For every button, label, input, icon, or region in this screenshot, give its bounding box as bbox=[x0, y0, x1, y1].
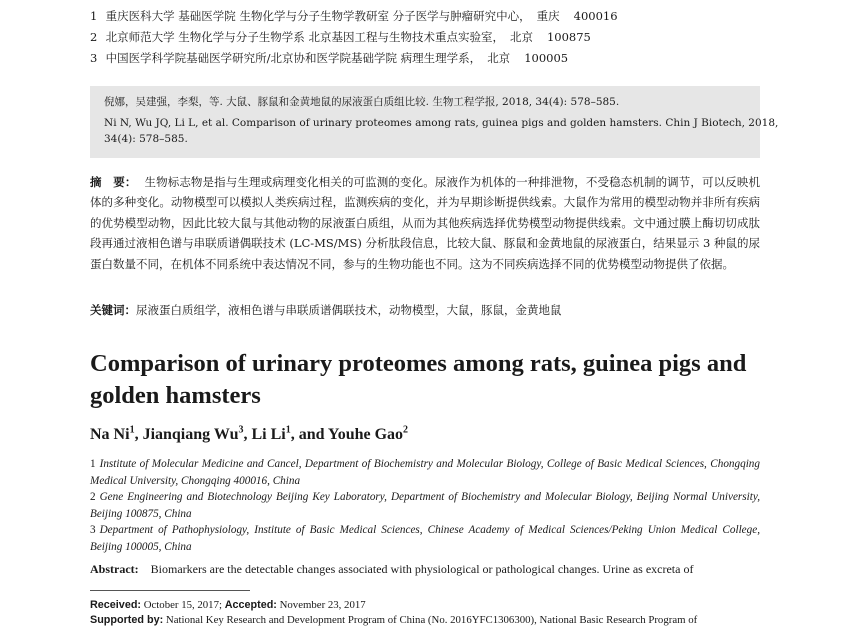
affiliation-number: 1 bbox=[90, 9, 98, 23]
supported-label: Supported by: bbox=[90, 614, 164, 626]
footnote-funding bbox=[90, 613, 760, 627]
affiliation-zip: 100875 bbox=[546, 30, 591, 44]
author-affiliation-mark: 3 bbox=[238, 424, 244, 436]
affiliation-cn-3 bbox=[90, 50, 568, 66]
author-name: Youhe Gao bbox=[327, 426, 404, 443]
affiliation-text: 北京师范大学 生物化学与分子生物学系 北京基因工程与生物技术重点实验室， bbox=[105, 30, 504, 44]
abstract-cn-text: 生物标志物是指与生理或病理变化相关的可监测的变化。尿液作为机体的一种排泄物，不受稳态机制的调节，可以反映机体的多种变化。动物模型可以模拟人类疾病过程，监测疾病的变化，并为早期诊断提供线索。大鼠作为常用的模型动物并非所有疾病的优势模型动物，因此比较大鼠与其他动物的尿液蛋白质组，从而为其他疾病选择优势模型动物提供线索。文中通过膜上酶切切成肽段再通过液相色谱与串联质谱偶联技术 (LC-MS/MS) 分析肽段信息，比较大鼠、豚鼠和金黄地鼠的尿液蛋白，结果显示 3 种鼠的尿蛋白数量不同，在机体不同系统中表达情况不同，参与的生物功能也不同。这为不同疾病选择不同的优势模型动物提供了依据。 bbox=[90, 175, 760, 271]
received-date: October 15, 2017; bbox=[143, 599, 222, 611]
affiliation-number: 2 bbox=[90, 30, 98, 44]
citation-en-line-2: 34(4): 578–585. bbox=[104, 133, 188, 145]
affiliation-text: Department of Pathophysiology, Institute of Basic Medical Sciences, Chinese Academy of Medical Sciences/Peking Union Medical College, Beijing 100005, China bbox=[90, 524, 760, 553]
citation-cn: 倪娜，吴建强，李梨，等. 大鼠、豚鼠和金黄地鼠的尿液蛋白质组比较. 生物工程学报, 2018, 34(4): 578–585. bbox=[104, 96, 620, 108]
keywords-cn bbox=[90, 301, 562, 319]
footnote-divider bbox=[90, 590, 250, 591]
affiliation-text: Gene Engineering and Biotechnology Beijing Key Laboratory, Department of Biochemistry and Molecular Biology, Beijing Normal University, Beijing 100875, China bbox=[90, 491, 760, 520]
supported-text: National Key Research and Development Program of China (No. 2016YFC1306300), National Basic Research Program of bbox=[165, 614, 698, 626]
keywords-cn-text: 尿液蛋白质组学，液相色谱与串联质谱偶联技术，动物模型，大鼠，豚鼠，金黄地鼠 bbox=[136, 303, 562, 317]
accepted-label: Accepted: bbox=[224, 599, 277, 611]
affiliation-zip: 400016 bbox=[573, 9, 618, 23]
affiliation-city: 重庆 bbox=[536, 9, 560, 23]
author-name: Li Li bbox=[251, 426, 286, 443]
abstract-en-label: Abstract: bbox=[90, 562, 139, 576]
author-affiliation-mark: 1 bbox=[129, 424, 135, 436]
received-label: Received: bbox=[90, 599, 142, 611]
paper-title: Comparison of urinary proteomes among rats, guinea pigs and golden hamsters bbox=[90, 350, 747, 409]
affiliation-city: 北京 bbox=[487, 51, 511, 65]
citation-box bbox=[90, 86, 779, 158]
footnote-dates bbox=[90, 598, 760, 612]
affiliation-text: 重庆医科大学 基础医学院 生物化学与分子生物学教研室 分子医学与肿瘤研究中心， bbox=[105, 9, 531, 23]
abstract-cn bbox=[90, 172, 760, 274]
accepted-date: November 23, 2017 bbox=[279, 599, 366, 611]
keywords-cn-label: 关键词： bbox=[90, 303, 136, 317]
affiliation-number: 3 bbox=[90, 51, 98, 65]
affiliation-number: 3 bbox=[90, 524, 96, 536]
abstract-en bbox=[90, 561, 760, 577]
author-affiliation-mark: 2 bbox=[403, 424, 409, 436]
affiliation-text: 中国医学科学院基础医学研究所/北京协和医学院基础学院 病理生理学系， bbox=[105, 51, 482, 65]
citation-en-line-1: Ni N, Wu JQ, Li L, et al. Comparison of urinary proteomes among rats, guinea pigs and golden hamsters. Chin J Biotech, 2018, bbox=[104, 117, 779, 129]
affiliation-en-1 bbox=[90, 456, 760, 489]
affiliation-en-2 bbox=[90, 489, 760, 522]
affiliation-zip: 100005 bbox=[524, 51, 569, 65]
author-name: Na Ni bbox=[90, 426, 130, 443]
affiliation-en-3 bbox=[90, 522, 760, 555]
affiliation-number: 2 bbox=[90, 491, 96, 503]
affiliation-city: 北京 bbox=[509, 30, 533, 44]
affiliation-text: Institute of Molecular Medicine and Cancel, Department of Biochemistry and Molecular Biology, College of Basic Medical Sciences, Chongqing Medical University, Chongqing 400016, China bbox=[90, 458, 760, 487]
affiliation-number: 1 bbox=[90, 458, 96, 470]
abstract-en-text: Biomarkers are the detectable changes associated with physiological or pathological changes. Urine as excreta of bbox=[150, 562, 694, 576]
abstract-cn-label: 摘 要： bbox=[90, 175, 137, 189]
affiliation-cn-2 bbox=[90, 29, 591, 45]
author-list: Na Ni$^1$, Jianqiang Wu$^3$, Li Li$^1$, and Youhe Gao$^2$ bbox=[90, 424, 409, 443]
affiliation-cn-1 bbox=[90, 8, 618, 24]
author-affiliation-mark: 1 bbox=[285, 424, 291, 436]
author-name: Jianqiang Wu bbox=[142, 426, 239, 443]
